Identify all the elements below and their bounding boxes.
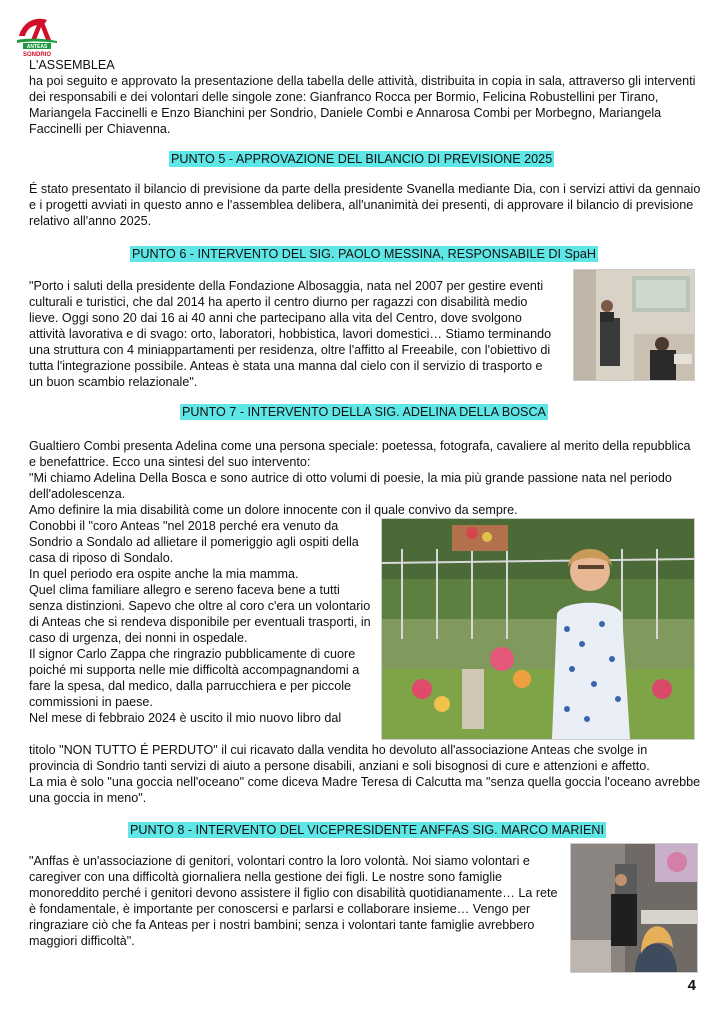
anteas-logo <box>13 14 61 58</box>
punto7-heading: PUNTO 7 - INTERVENTO DELLA SIG. ADELINA DELLA BOSCA <box>182 405 546 419</box>
punto6-photo <box>573 269 695 381</box>
page-number: 4 <box>687 977 696 994</box>
punto8-heading: PUNTO 8 - INTERVENTO DEL VICEPRESIDENTE ANFFAS SIG. MARCO MARIENI <box>130 823 604 837</box>
punto7-text-after: titolo "NON TUTTO É PERDUTO" il cui ricavato dalla vendita ho devoluto all'associazione Anteas che svolge in provincia di Sondrio tanti servizi di aiuto a persone disabili, anziani e soli bisognosi di cure e attenzioni e affetto. La mia è solo "una goccia nell'oceano" come diceva Madre Teresa di Calcutta ma "senza quella goccia l'oceano avrebbe una goccia in meno". <box>29 743 701 805</box>
punto7-text-side: Conobbi il "coro Anteas "nel 2018 perché era venuto da Sondrio a Sondalo ad allietare il pomeriggio agli ospiti della casa di riposo di Sondalo. In quel periodo era ospite anche la mia mamma. Quel clima familiare allegro e sereno faceva bene a tutti senza distinzioni. Sapevo che oltre al coro c'era un volontario di Anteas che si rendeva disponibile per eventuali trasporti, in caso di urgenza, dei nonni in ospedale. Il signor Carlo Zappa che ringrazio pubblicamente di cuore poiché mi supporta nelle mie difficoltà accompagnandomi a fare la spesa, dal medico, dalla parrucchiera e per piccole commissioni in paese. Nel mese di febbraio 2024 è uscito il mio nuovo libro dal <box>29 519 371 725</box>
logo-brand: ANTEAS <box>26 44 48 50</box>
punto8-text: "Anffas è un'associazione di genitori, volontari contro la loro volontà. Noi siamo volontari e caregiver con una difficoltà giornaliera nella gestione dei figli. Le nostre sono famiglie monoreddito perché i genitori devono assistere il figlio con disabilità quotidianamente… La rete è fondamentale, è importante per conoscersi e parlarsi e collaborare insieme… Vengo per ringraziare ciò che fa Anteas per i nostri bambini; senza i volontari tante famiglie avrebbero maggiori difficoltà". <box>29 854 558 948</box>
punto7-text-full: Gualtiero Combi presenta Adelina come una persona speciale: poetessa, fotografa, cavaliere al merito della repubblica e benefattrice. Ecco una sintesi del suo intervento: "Mi chiamo Adelina Della Bosca e sono autrice di otto volumi di poesie, la mia più grande passione nata nel periodo dell'adolescenza. Amo definire la mia disabilità come un dolore innocente con il quale convivo da sempre. <box>29 439 691 517</box>
punto5-text: É stato presentato il bilancio di previsione da parte della presidente Svanella mediante Dia, con i servizi attivi da gennaio e i progetti avviati in questo anno e l'assemblea delibera, all'unanimità dei presenti, di approvare il bilancio di previsione relativo all'anno 2025. <box>29 182 701 228</box>
intro-label: L'ASSEMBLEA <box>29 58 115 72</box>
punto8-photo <box>570 843 698 973</box>
punto6-heading: PUNTO 6 - INTERVENTO DEL SIG. PAOLO MESSINA, RESPONSABILE DI SpaH <box>132 247 596 261</box>
punto7-photo-portrait <box>381 518 695 740</box>
logo-city: SONDRIO <box>22 52 52 58</box>
punto6-text: "Porto i saluti della presidente della Fondazione Albosaggia, nata nel 2007 per gestire eventi culturali e turistici, che dal 2014 ha aperto il centro diurno per ragazzi con disabilità medio lieve. Oggi sono 20 dai 16 ai 40 anni che partecipano alla vita del Centro, dove svolgono attività lavorativa e di svago: orto, laboratori, hobbistica, lavori domestici… Stiamo terminando una struttura con 4 miniappartamenti per residenza, oltre l'affitto al Freeabile, con l'obiettivo di tutta l'integrazione possibile. Anteas è stata una manna dal cielo con il servizio di trasporto e un buon scambio relazionale". <box>29 279 552 389</box>
intro-block <box>29 57 701 137</box>
intro-text: ha poi seguito e approvato la presentazione della tabella delle attività, distribuita in copia in sala, attraverso gli interventi dei responsabili e dei volontari delle singole zone: Gianfranco Rocca per Bormio, Felicina Robustellini per Tirano, Mariangela Faccinelli e Enzo Bianchini per Sondrio, Daniele Combi e Annarosa Combi per Morbegno, Mariangela Faccinelli per Chiavenna. <box>29 74 696 136</box>
punto5-heading: PUNTO 5 - APPROVAZIONE DEL BILANCIO DI PREVISIONE 2025 <box>171 152 553 166</box>
